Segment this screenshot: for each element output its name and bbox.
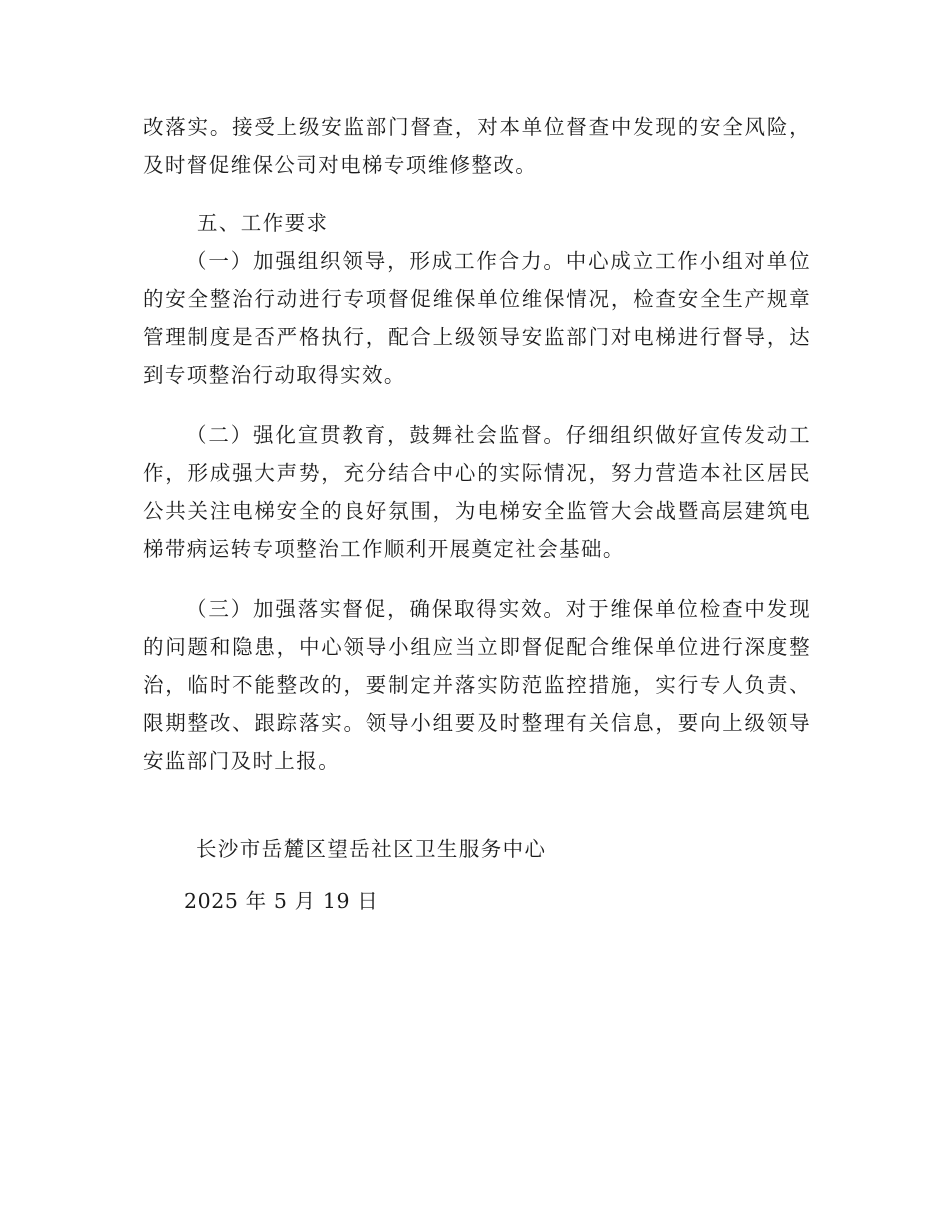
section-heading: 五、工作要求 bbox=[197, 211, 329, 235]
signature-organization: 长沙市岳麓区望岳社区卫生服务中心 bbox=[196, 837, 547, 861]
requirement-paragraph-1: （一）加强组织领导，形成工作合力。中心成立工作小组对单位的安全整治行动进行专项督促维保单位维保情况，检查安全生产规章管理制度是否严格执行，配合上级领导安监部门对电梯进行督导，达到专项整治行动取得实效。 bbox=[143, 249, 811, 387]
continuation-paragraph: 改落实。接受上级安监部门督查，对本单位督查中发现的安全风险，及时督促维保公司对电梯专项维修整改。 bbox=[143, 115, 811, 177]
requirement-paragraph-3: （三）加强落实督促，确保取得实效。对于维保单位检查中发现的问题和隐患，中心领导小组应当立即督促配合维保单位进行深度整治，临时不能整改的，要制定并落实防范监控措施，实行专人负责、限期整改、跟踪落实。领导小组要及时整理有关信息，要向上级领导安监部门及时上报。 bbox=[143, 597, 811, 773]
document-body bbox=[143, 108, 811, 780]
signature-date: 2025 年 5 月 19 日 bbox=[184, 889, 379, 913]
requirement-paragraph-2: （二）强化宣贯教育，鼓舞社会监督。仔细组织做好宣传发动工作，形成强大声势，充分结合中心的实际情况，努力营造本社区居民公共关注电梯安全的良好氛围，为电梯安全监管大会战暨高层建筑电梯带病运转专项整治工作顺利开展奠定社会基础。 bbox=[143, 423, 811, 561]
